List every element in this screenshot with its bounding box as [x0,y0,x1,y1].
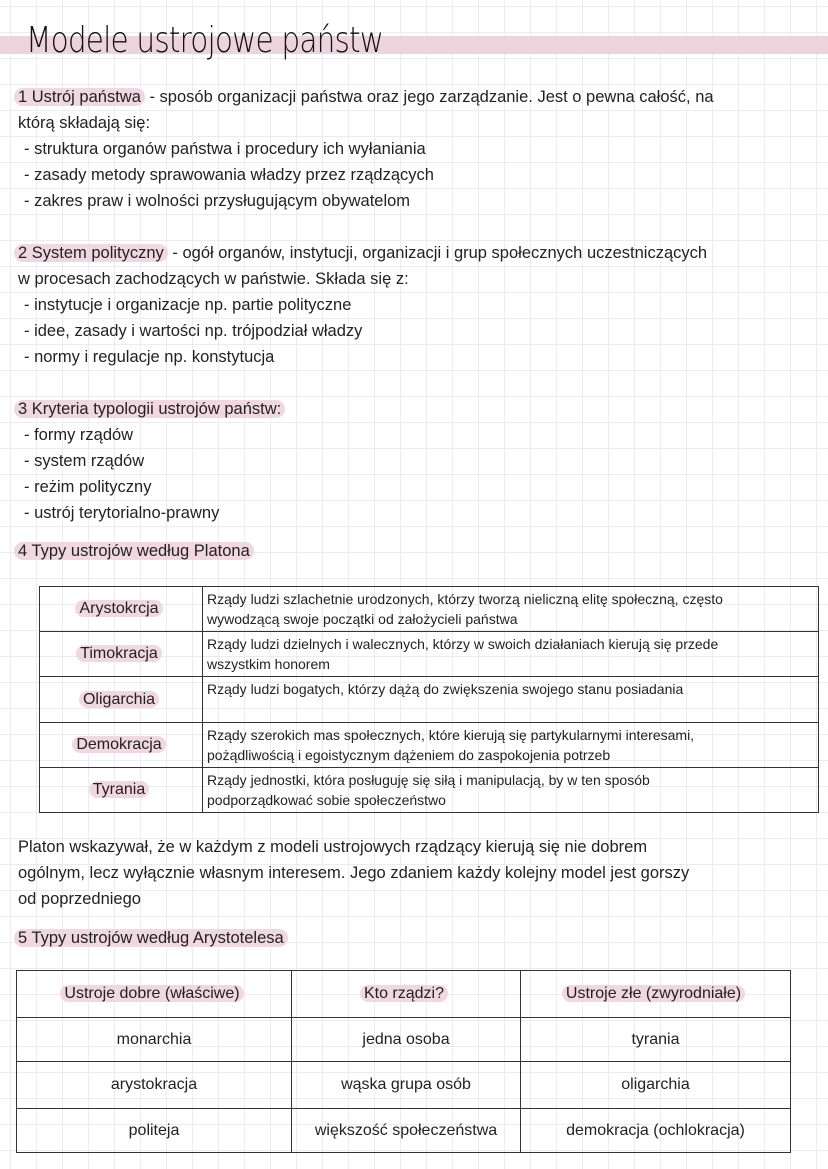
s2-item: - normy i regulacje np. konstytucja [24,348,275,366]
s1-cont: którą składają się: [18,114,151,132]
table-row [17,1062,791,1109]
table-row [40,768,819,813]
column-header: Ustroje złe (zwyrodniałe) [562,985,745,1002]
s1-item: - zakres praw i wolności przysługującym obywatelom [24,192,411,210]
regime-name: Timokracja [76,645,162,662]
s3-item: - reżim polityczny [24,478,152,496]
column-header: Kto rządzi? [360,985,448,1002]
regime-desc: pożądliwością i egoistycznym dążeniem do zaspokojenia potrzeb [207,747,611,763]
good-form: arystokracja [17,1062,292,1109]
regime-desc: Rządy ludzi bogatych, którzy dążą do zwiększenia swojego stanu posiadania [207,681,684,697]
aristotle-table [16,970,791,1153]
s3-term: 3 Kryteria typologii ustrojów państw: [14,400,285,418]
table-row [40,587,819,632]
regime-desc: wywodzącą swoje początki od założycieli państwa [207,611,518,627]
regime-desc: Rządy jednostki, która posługuję się siłą i manipulacją, by w ten sposób [207,772,650,788]
s3-item: - system rządów [24,452,145,470]
table-row [40,677,819,723]
s3-item: - formy rządów [24,426,134,444]
regime-name: Tyrania [89,781,149,798]
s2-line [18,240,707,266]
regime-name: Arystokrcja [75,600,162,617]
table-row [40,632,819,677]
s3-item: - ustrój terytorialno-prawny [24,504,220,522]
page-title: Modele ustrojowe państw [26,20,384,61]
plato-table [39,586,819,813]
good-form: politeja [17,1109,292,1153]
s4-line [18,538,254,564]
bad-form: tyrania [521,1018,791,1062]
plato-para: ogólnym, lecz wyłącznie własnym interesem. Jego zdaniem każdy kolejny model jest gorszy [18,864,690,882]
column-header: Ustroje dobre (właściwe) [60,985,243,1002]
table-row [40,723,819,768]
table-row [17,1018,791,1062]
regime-desc: wszystkim honorem [207,656,330,672]
table-row [17,1109,791,1153]
regime-name: Demokracja [72,736,165,753]
regime-desc: Rządy ludzi szlachetnie urodzonych, którzy tworzą nieliczną elitę społeczną, często [207,591,723,607]
s1-item: - struktura organów państwa i procedury ich wyłaniania [24,140,426,158]
who-rules: większość społeczeństwa [292,1109,521,1153]
table-header-row [17,971,791,1018]
s1-line [18,84,714,110]
s5-term: 5 Typy ustrojów według Arystotelesa [14,929,288,947]
bad-form: demokracja (ochlokracja) [521,1109,791,1153]
s2-def: - ogół organów, instytucji, organizacji i grup społecznych uczestniczących [167,244,708,262]
s2-term: 2 System polityczny [14,244,168,262]
s4-term: 4 Typy ustrojów według Platona [14,542,254,560]
who-rules: wąska grupa osób [292,1062,521,1109]
bad-form: oligarchia [521,1062,791,1109]
s2-item: - instytucje i organizacje np. partie polityczne [24,296,352,314]
good-form: monarchia [17,1018,292,1062]
s2-item: - idee, zasady i wartości np. trójpodział władzy [24,322,363,340]
s1-def: - sposób organizacji państwa oraz jego zarządzanie. Jest o pewna całość, na [144,88,714,106]
regime-desc: Rządy ludzi dzielnych i walecznych, którzy w swoich działaniach kierują się przede [207,636,719,652]
s3-line [18,396,285,422]
plato-para: od poprzedniego [18,890,141,908]
regime-name: Oligarchia [79,691,159,708]
s5-line [18,925,288,951]
s1-item: - zasady metody sprawowania władzy przez rządzących [24,166,434,184]
s2-cont: w procesach zachodzących w państwie. Składa się z: [18,270,409,288]
s1-term: 1 Ustrój państwa [14,88,145,106]
plato-para: Platon wskazywał, że w każdym z modeli ustrojowych rządzący kierują się nie dobrem [18,838,648,856]
regime-desc: Rządy szerokich mas społecznych, które kierują się partykularnymi interesami, [207,727,695,743]
regime-desc: podporządkować sobie społeczeństwo [207,792,446,808]
who-rules: jedna osoba [292,1018,521,1062]
